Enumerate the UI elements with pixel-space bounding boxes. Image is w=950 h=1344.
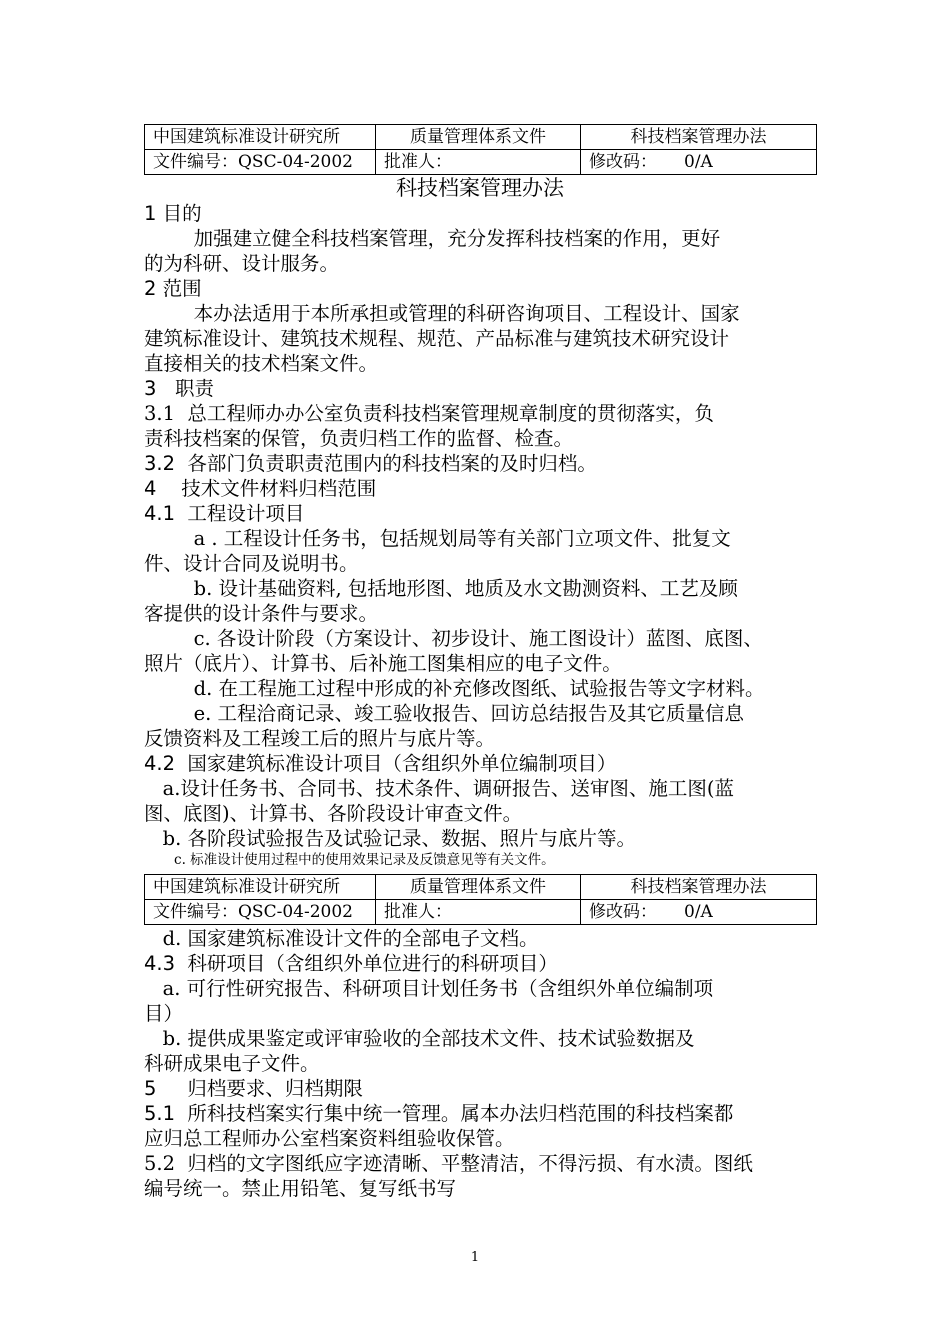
text-line: 3.2 各部门负责职责范围内的科技档案的及时归档。 [144,452,597,475]
header-approver: 批准人： [376,150,581,175]
text-line: 件、设计合同及说明书。 [144,552,359,575]
text-line: 客提供的设计条件与要求。 [144,602,379,625]
text-line: d. 在工程施工过程中形成的补充修改图纸、试验报告等文字材料。 [144,677,765,700]
text-line: c. 各设计阶段（方案设计、初步设计、施工图设计）蓝图、底图、 [144,627,763,650]
text-line: 3.1 总工程师办办公室负责科技档案管理规章制度的贯彻落实，负 [144,402,714,425]
text-line: 照片（底片）、计算书、后补施工图集相应的电子文件。 [144,652,622,675]
text-line: 反馈资料及工程竣工后的照片与底片等。 [144,727,496,750]
text-line: 目） [144,1002,184,1025]
text-line: 4.1 工程设计项目 [144,502,305,525]
text-line: 建筑标准设计、建筑技术规程、规范、产品标准与建筑技术研究设计 [144,327,730,350]
document-header-table [144,124,817,175]
header-doc-no: 文件编号：QSC-04-2002 [145,900,376,925]
text-line: 5.1 所科技档案实行集中统一管理。属本办法归档范围的科技档案都 [144,1102,734,1125]
text-line: e. 工程洽商记录、竣工验收报告、回访总结报告及其它质量信息 [144,702,745,725]
header-doc-name: 科技档案管理办法 [581,875,817,900]
page1-lines [144,201,816,851]
text-line: 科研成果电子文件。 [144,1052,320,1075]
text-line: 的为科研、设计服务。 [144,252,340,275]
header-revision: 修改码： 0/A [581,900,817,925]
text-line: b. 各阶段试验报告及试验记录、数据、照片与底片等。 [144,827,636,850]
header-revision: 修改码： 0/A [581,150,817,175]
text-line: 图、底图)、计算书、各阶段设计审查文件。 [144,802,523,825]
text-line: 5.2 归档的文字图纸应字迹清晰、平整清洁，不得污损、有水渍。图纸 [144,1152,753,1175]
header-doc-name: 科技档案管理办法 [581,125,817,150]
header-approver: 批准人： [376,900,581,925]
text-line: b. 提供成果鉴定或评审验收的全部技术文件、技术试验数据及 [144,1027,695,1050]
text-line: 责科技档案的保管，负责归档工作的监督、检查。 [144,427,574,450]
header-org: 中国建筑标准设计研究所 [145,125,376,150]
text-line: 加强建立健全科技档案管理，充分发挥科技档案的作用，更好 [144,227,721,250]
document-body-page2 [144,926,816,1201]
text-line: 应归总工程师办公室档案资料组验收保管。 [144,1127,515,1150]
document-body-page1 [144,175,816,870]
text-line: 本办法适用于本所承担或管理的科研咨询项目、工程设计、国家 [144,302,740,325]
header-doc-no: 文件编号：QSC-04-2002 [145,150,376,175]
header-org: 中国建筑标准设计研究所 [145,875,376,900]
text-line: 3 职责 [144,377,215,400]
text-line: 1 目的 [144,202,202,225]
text-line: 直接相关的技术档案文件。 [144,352,379,375]
text-line: b. 设计基础资料, 包括地形图、地质及水文勘测资料、工艺及顾 [144,577,738,600]
header-system: 质量管理体系文件 [376,125,581,150]
text-line: 4 技术文件材料归档范围 [144,477,377,500]
page1-small-line: c. 标准设计使用过程中的使用效果记录及反馈意见等有关文件。 [144,852,555,868]
text-line: a . 工程设计任务书，包括规划局等有关部门立项文件、批复文 [144,527,731,550]
text-line: d. 国家建筑标准设计文件的全部电子文档。 [144,927,539,950]
text-line: 4.2 国家建筑标准设计项目（含组织外单位编制项目） [144,752,617,775]
document-header-table-repeat [144,874,817,925]
page-number: 1 [470,1250,480,1265]
header-system: 质量管理体系文件 [376,875,581,900]
text-line: a.设计任务书、合同书、技术条件、调研报告、送审图、施工图(蓝 [144,777,735,800]
text-line: 2 范围 [144,277,202,300]
text-line: 编号统一。禁止用铅笔、复写纸书写 [144,1177,457,1200]
text-line: 5 归档要求、归档期限 [144,1077,363,1100]
text-line: a. 可行性研究报告、科研项目计划任务书（含组织外单位编制项 [144,977,714,1000]
text-line: 4.3 科研项目（含组织外单位进行的科研项目） [144,952,558,975]
document-title: 科技档案管理办法 [396,176,564,200]
